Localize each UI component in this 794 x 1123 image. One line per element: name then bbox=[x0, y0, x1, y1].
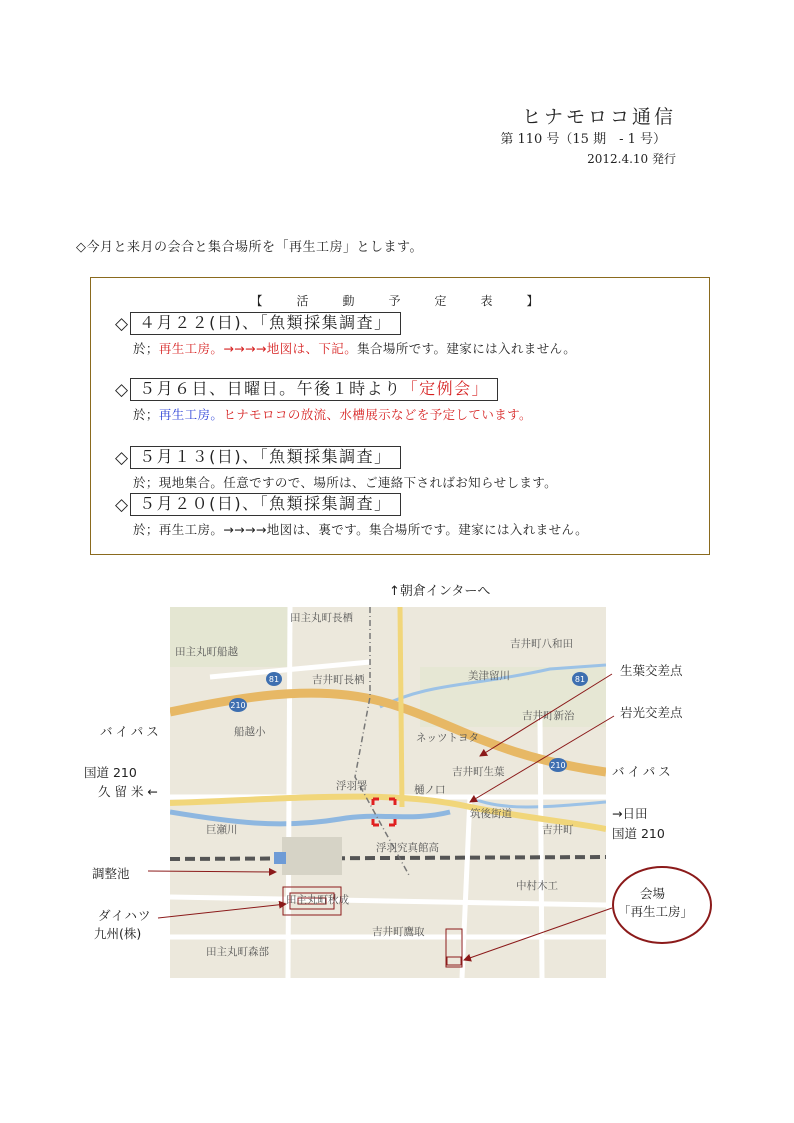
event-1-note bbox=[133, 339, 576, 357]
annotation-iwamitsu: 岩光交差点 bbox=[620, 705, 683, 720]
event-1-heading bbox=[115, 312, 401, 335]
route-shield-label: 210 bbox=[230, 701, 246, 710]
event-1-note-prefix: 於； bbox=[133, 341, 159, 356]
event-2-note-detail: ヒナモロコの放流、水槽展示などを予定しています。 bbox=[223, 407, 532, 422]
map-label-hachiwada: 吉井町八和田 bbox=[510, 638, 573, 650]
map-label-river: 巨瀬川 bbox=[206, 824, 238, 836]
event-2-note-location: 再生工房。 bbox=[158, 407, 224, 422]
map-label-nagasu: 田主丸町長栖 bbox=[290, 612, 353, 624]
map-label-hinokuchi: 樋ノ口 bbox=[414, 784, 446, 796]
map-label-moribe: 田主丸町森部 bbox=[206, 946, 269, 958]
annotation-route210-right: 国道 210 bbox=[612, 826, 665, 841]
event-1-note-location: 再生工房。→→→→地図は、下記。 bbox=[158, 341, 358, 356]
route-shield-label: 81 bbox=[574, 675, 586, 684]
schedule-title: 【 活 動 予 定 表 】 bbox=[250, 294, 550, 308]
annotation-route210-left: 国道 210 bbox=[84, 765, 137, 780]
annotation-daihatsu-2: 九州(株) bbox=[94, 926, 142, 941]
map-svg bbox=[170, 607, 606, 978]
map-label-school: 船越小 bbox=[234, 726, 266, 738]
event-3-note: 於；現地集合。任意ですので、場所は、ご連絡下さればお知らせします。 bbox=[133, 475, 558, 490]
map-main-road bbox=[400, 607, 402, 807]
event-2-note-prefix: 於； bbox=[133, 407, 159, 422]
map-label-police: 浮羽署 bbox=[336, 780, 368, 792]
map-building bbox=[282, 837, 342, 875]
event-3-heading bbox=[115, 446, 401, 469]
event-2-title-meeting: 「定例会」 bbox=[401, 379, 490, 398]
event-4-title: ５月２０(日)、「魚類採集調査」 bbox=[130, 493, 401, 516]
diamond-icon: ◇ bbox=[115, 447, 129, 468]
event-4-heading bbox=[115, 493, 401, 516]
event-4-note: 於；再生工房。→→→→地図は、裏です。集合場所です。建家には入れません。 bbox=[133, 522, 589, 537]
map-label-nakamura: 中村木工 bbox=[516, 880, 558, 892]
annotation-kurume: 久 留 米 ← bbox=[98, 784, 158, 799]
annotation-daihatsu-1: ダイハツ bbox=[98, 908, 152, 923]
event-2-note bbox=[133, 405, 532, 423]
map-label-shinji: 吉井町新治 bbox=[522, 710, 575, 722]
event-2-title-main: ５月６日、日曜日。午後１時より bbox=[139, 379, 402, 398]
annotation-ikuba: 生葉交差点 bbox=[620, 663, 683, 678]
newsletter-title: ヒナモロコ通信 bbox=[521, 106, 676, 128]
annotation-venue-1: 会場 bbox=[640, 886, 666, 901]
route-shield-label: 81 bbox=[268, 675, 280, 684]
map-label-kaido: 筑後街道 bbox=[470, 808, 512, 820]
map-label-toyota: ネッツトヨタ bbox=[416, 732, 479, 744]
map-label-namiki: 吉井町生葉 bbox=[452, 766, 505, 778]
annotation-venue-2: 「再生工房」 bbox=[618, 904, 694, 919]
diamond-icon: ◇ bbox=[115, 494, 129, 515]
meeting-notice: ◇今月と来月の会合と集合場所を「再生工房」とします。 bbox=[76, 240, 423, 255]
map-pond bbox=[274, 852, 286, 864]
map-label-nagasu2: 吉井町長栖 bbox=[312, 674, 365, 686]
area-map bbox=[170, 607, 606, 978]
annotation-hita: →日田 bbox=[612, 806, 648, 821]
diamond-icon: ◇ bbox=[115, 379, 129, 400]
map-label-akinari: 田主丸町秋成 bbox=[286, 894, 349, 906]
event-2-title bbox=[130, 378, 498, 401]
map-label-highschool: 浮羽究真館高 bbox=[376, 842, 439, 854]
annotation-bypass-right: バイパス bbox=[612, 764, 674, 779]
annotation-bypass-left: バイパス bbox=[100, 724, 162, 739]
schedule-box bbox=[90, 277, 710, 555]
map-label-takatori: 吉井町鷹取 bbox=[372, 926, 425, 938]
map-field bbox=[170, 607, 290, 667]
event-1-title: ４月２２(日)、「魚類採集調査」 bbox=[130, 312, 401, 335]
event-3-title: ５月１３(日)、「魚類採集調査」 bbox=[130, 446, 401, 469]
map-label-funakoshi: 田主丸町船越 bbox=[175, 646, 238, 658]
event-2-heading bbox=[115, 378, 498, 401]
annotation-pond: 調整池 bbox=[92, 866, 130, 881]
issue-number: 第 110 号（15 期 - 1 号） bbox=[500, 132, 666, 147]
event-1-note-rest: 集合場所です。建家には入れません。 bbox=[357, 341, 577, 356]
publish-date: 2012.4.10 発行 bbox=[587, 152, 676, 166]
diamond-icon: ◇ bbox=[115, 313, 129, 334]
map-label-yoshii: 吉井町 bbox=[542, 824, 574, 836]
map-north-label: ↑朝倉インターへ bbox=[389, 584, 491, 599]
map-label-minotsuru: 美津留川 bbox=[468, 670, 510, 682]
route-shield-label: 210 bbox=[550, 761, 566, 770]
